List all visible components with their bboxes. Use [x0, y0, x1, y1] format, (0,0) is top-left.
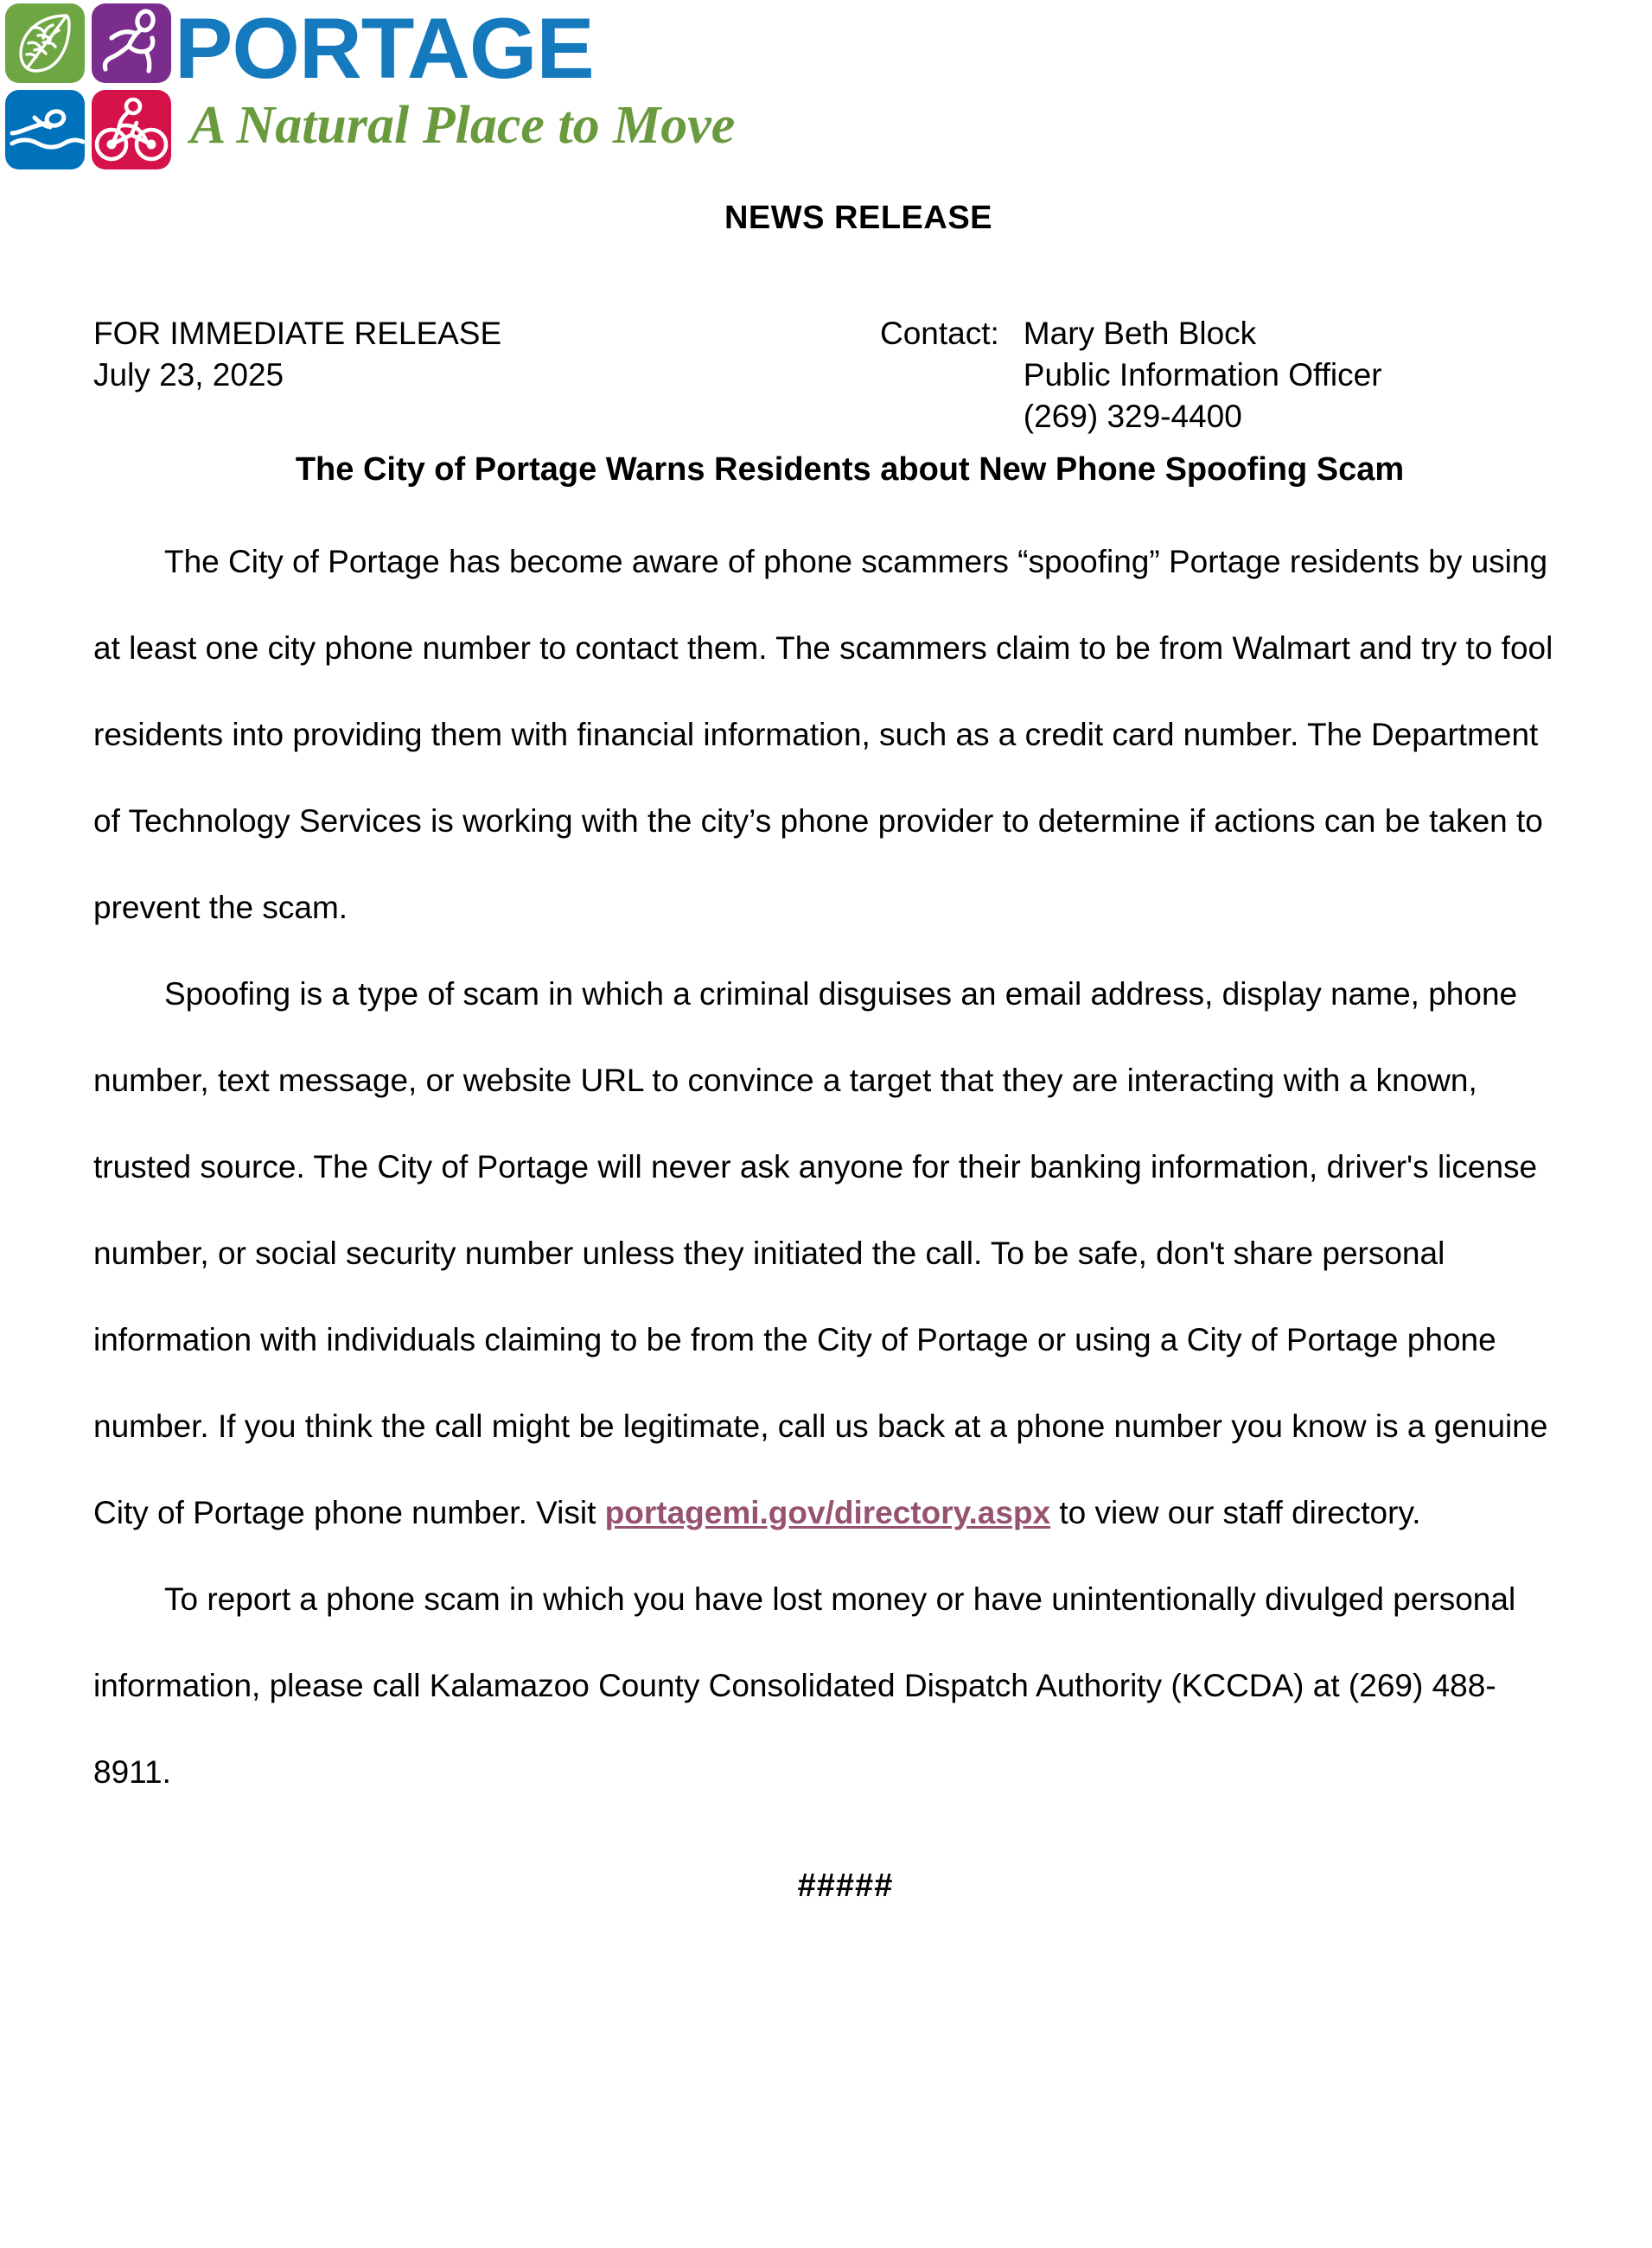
release-date: July 23, 2025 [93, 357, 284, 393]
swimmer-icon [5, 90, 85, 169]
release-status-block [93, 313, 501, 396]
end-mark: ##### [797, 1868, 894, 1904]
contact-role: Public Information Officer [1023, 357, 1382, 393]
contact-label: Contact: [880, 316, 999, 351]
logo-wordmark: PORTAGE [175, 0, 594, 96]
runner-icon [92, 3, 171, 83]
contact-phone: (269) 329-4400 [1023, 399, 1242, 434]
paragraph-2-text-before-link: Spoofing is a type of scam in which a criminal disguises an email address, display name, phone number, text message, or website URL to convince a target that they are interacting with a known, trusted source. The City of Portage will never ask anyone for their banking information, driver's license number, or social security number unless they initiated the call. To be safe, don't share personal information with individuals claiming to be from the City of Portage or using a City of Portage phone number. If you think the call might be legitimate, call us back at a phone number you know is a genuine City of Portage phone number. Visit [93, 976, 1548, 1530]
release-info-row [93, 313, 1563, 434]
contact-details [1024, 313, 1382, 437]
headline: The City of Portage Warns Residents about New Phone Spoofing Scam [295, 451, 1405, 488]
contact-name: Mary Beth Block [1023, 316, 1257, 351]
leaf-icon [5, 3, 85, 83]
paragraph-1: The City of Portage has become aware of phone scammers “spoofing” Portage residents by using at least one city phone number to contact them. The scammers claim to be from Walmart and try to fool residents into providing them with financial information, such as a credit card number. The Department of Technology Services is working with the city’s phone provider to determine if actions can be taken to prevent the scam. [93, 544, 1553, 925]
logo-icon-tiles [5, 3, 175, 173]
page-title: NEWS RELEASE [724, 200, 993, 236]
paragraph-3: To report a phone scam in which you have lost money or have unintentionally divulged personal information, please call Kalamazoo County Consolidated Dispatch Authority (KCCDA) at (269) 488-8911. [93, 1581, 1516, 1790]
portage-logo [5, 0, 736, 173]
paragraph-2-text-after-link: to view our staff directory. [1050, 1495, 1421, 1530]
staff-directory-link[interactable]: portagemi.gov/directory.aspx [604, 1495, 1051, 1530]
contact-block [880, 313, 1382, 437]
paragraph-2 [93, 951, 1563, 1556]
cyclist-icon [92, 90, 171, 169]
release-status: FOR IMMEDIATE RELEASE [93, 316, 502, 351]
article-body [93, 519, 1563, 1816]
logo-tagline: A Natural Place to Move [190, 96, 736, 155]
document-body [93, 199, 1563, 1906]
